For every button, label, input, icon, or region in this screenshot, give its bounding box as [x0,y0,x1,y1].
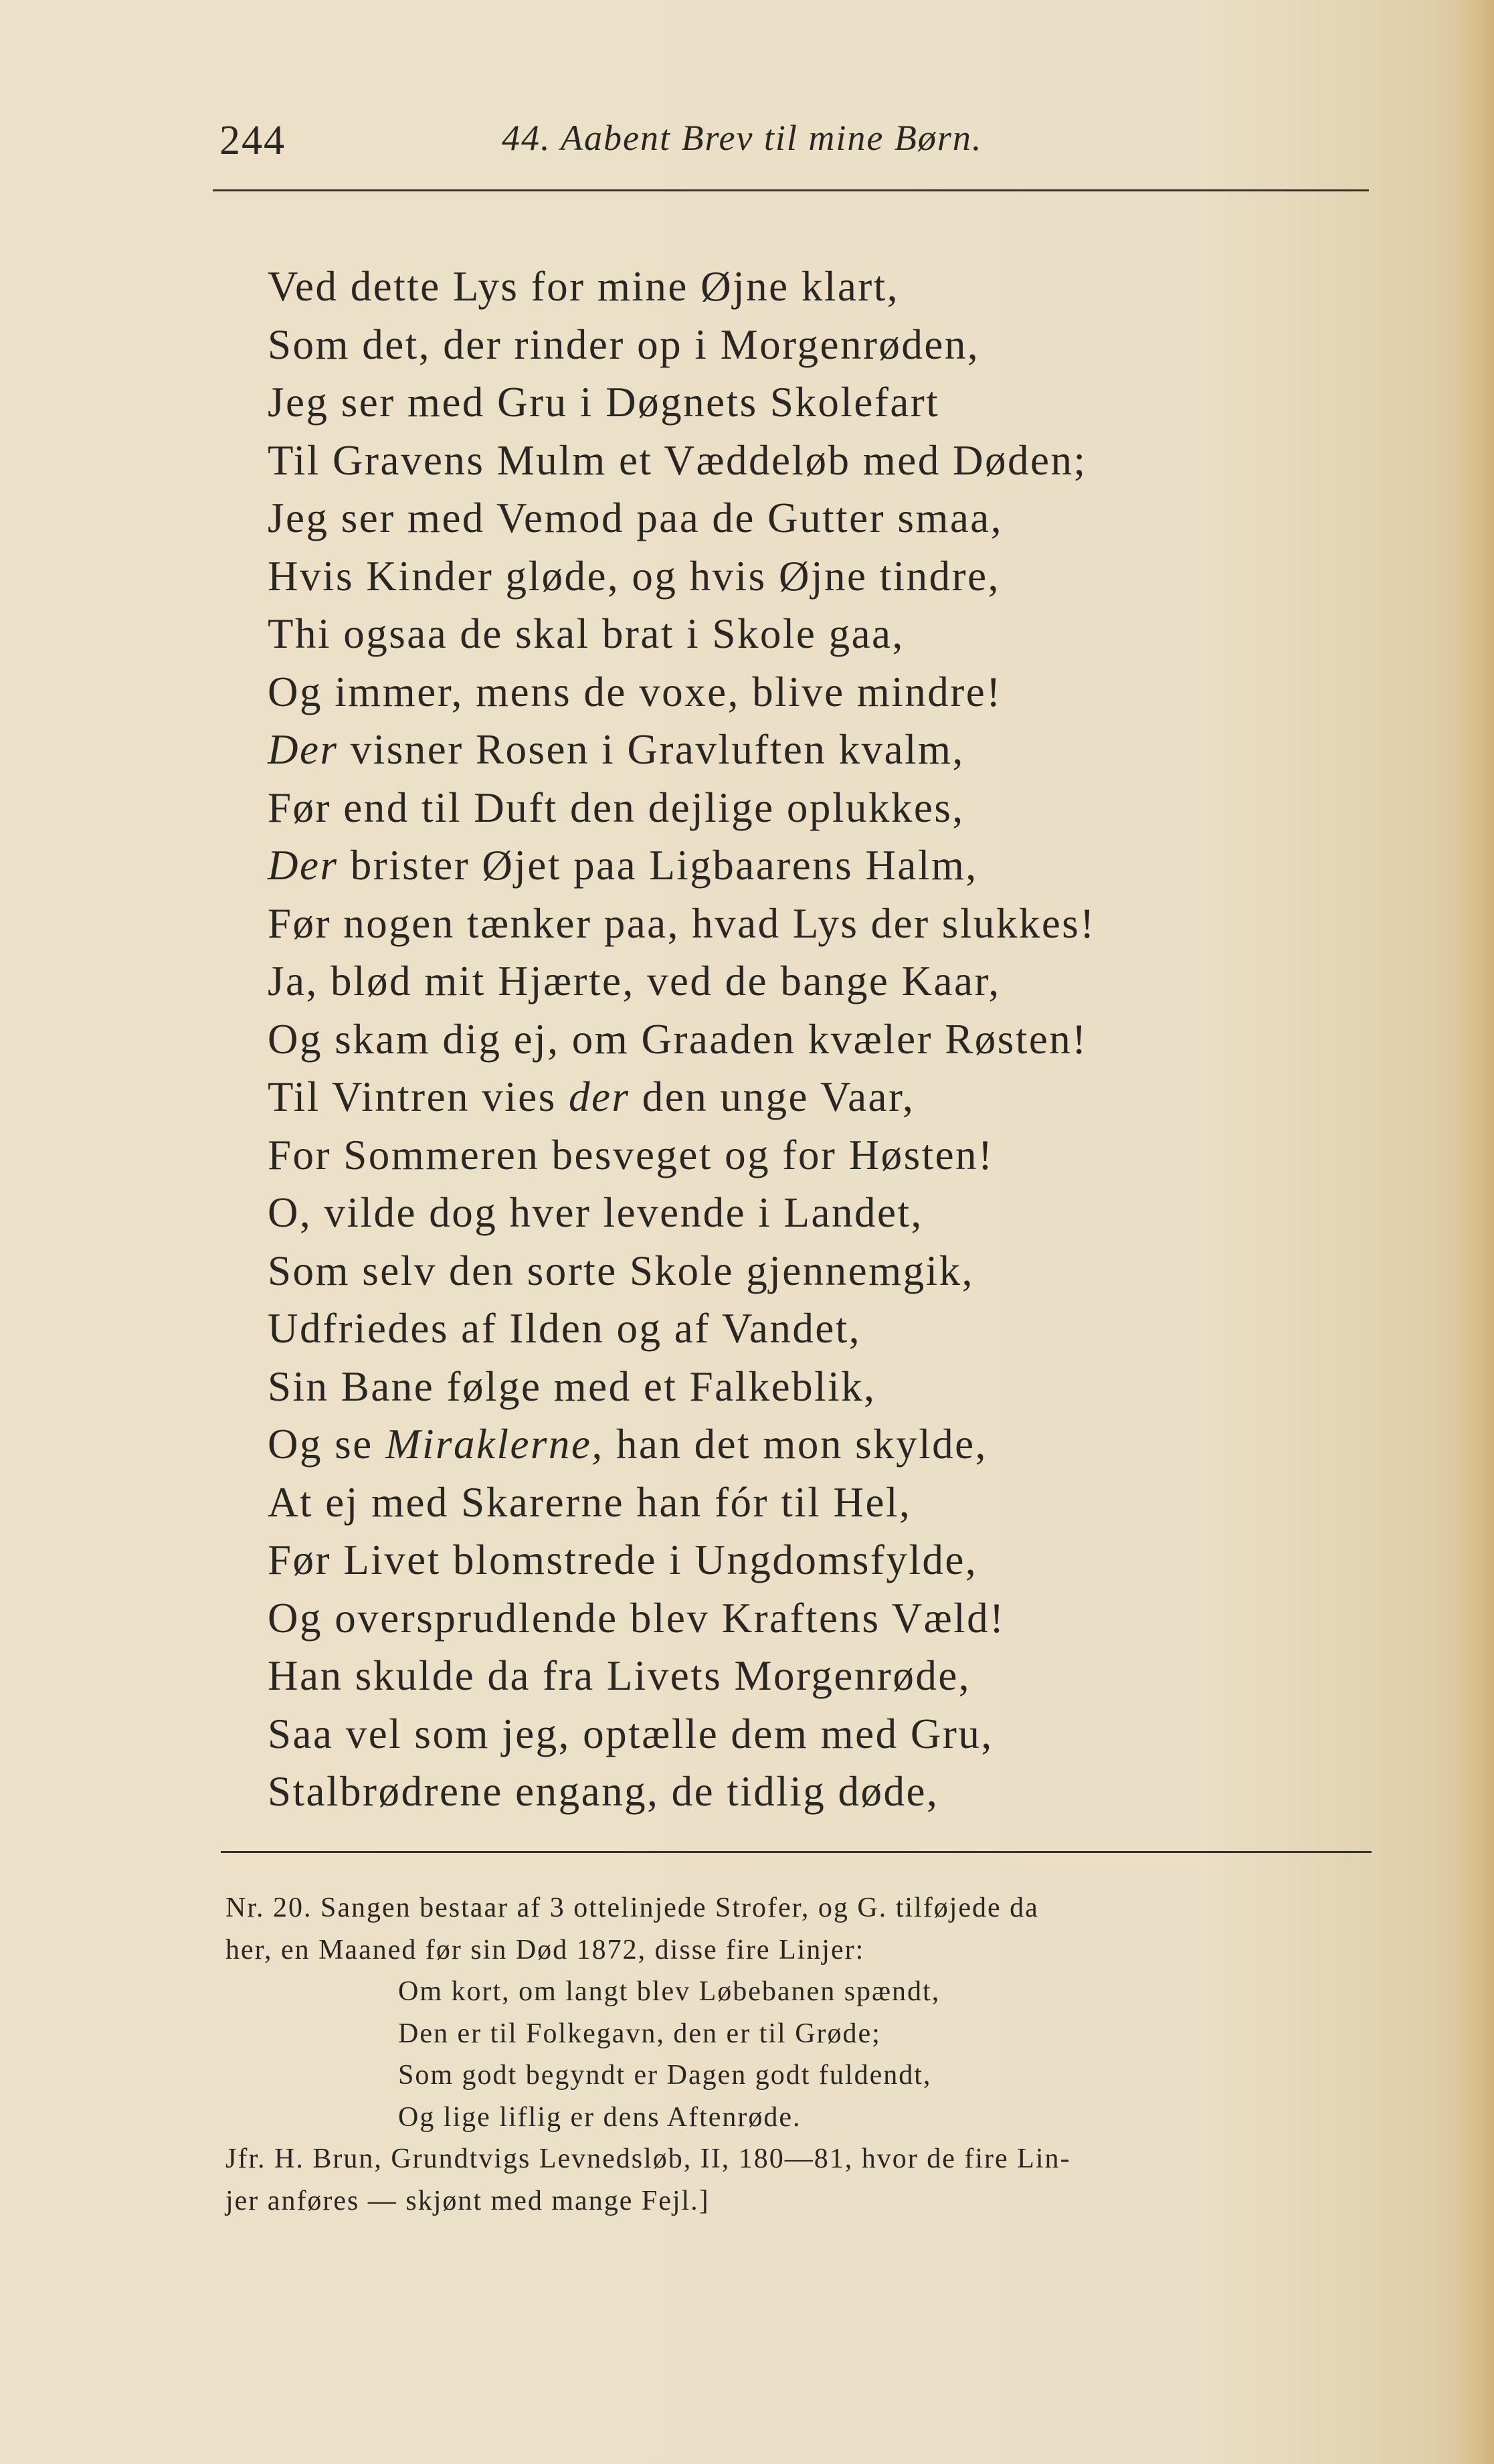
footnote [225,1887,1376,2222]
poem-body [268,258,1372,1821]
poem-line: Og immer, mens de voxe, blive mindre! [268,668,1002,715]
emphasis: Der [268,726,339,773]
emphasis: der [569,1073,630,1120]
poem-line [268,721,1372,779]
poem-line: Ved dette Lys for mine Øjne klart, [268,263,900,310]
line-text: den unge Vaar, [630,1073,915,1120]
page-header [0,117,1494,171]
poem-line: Thi ogsaa de skal brat i Skole gaa, [268,610,905,657]
poem-line: Før Livet blomstrede i Ungdomsfylde, [268,1536,978,1583]
poem-line: Ja, blød mit Hjærte, ved de bange Kaar, [268,958,1001,1004]
poem-line: Saa vel som jeg, optælle dem med Gru, [268,1710,994,1757]
footnote-line: her, en Maaned før sin Død 1872, disse fire Linjer: [225,1934,865,1965]
poem-line: Udfriedes af Ilden og af Vandet, [268,1305,862,1352]
footnote-quote-line: Om kort, om langt blev Løbebanen spændt, [398,1976,941,2007]
poem-line: O, vilde dog hver levende i Landet, [268,1189,923,1236]
page-number: 244 [219,118,286,163]
poem-line: Jeg ser med Gru i Døgnets Skolefart [268,379,940,426]
poem-line: Stalbrødrene engang, de tidlig døde, [268,1768,939,1815]
page-edge [1454,0,1494,2464]
poem-line [268,837,1372,895]
footnote-line: jer anføres — skjønt med mange Fejl.] [225,2185,710,2216]
poem-line: Hvis Kinder gløde, og hvis Øjne tindre, [268,552,1000,600]
poem-line: For Sommeren besveget og for Høsten! [268,1131,994,1178]
line-text: Til Vintren vies [268,1073,569,1120]
footnote-quote-line: Og lige liflig er dens Aftenrøde. [398,2101,802,2133]
emphasis: Der [268,842,339,889]
line-text: brister Øjet paa Ligbaarens Halm, [338,842,978,889]
footnote-line: Jfr. H. Brun, Grundtvigs Levnedsløb, II, 180—81, hvor de fire Lin- [225,2143,1071,2174]
footnote-rule [221,1851,1372,1853]
poem-line: Og oversprudlende blev Kraftens Væld! [268,1594,1006,1642]
footnote-line: Nr. 20. Sangen bestaar af 3 ottelinjede Strofer, og G. tilføjede da [225,1893,1039,1923]
poem-line: Jeg ser med Vemod paa de Gutter smaa, [268,495,1004,541]
line-text: Og se [268,1421,385,1468]
poem-line: Og skam dig ej, om Graaden kvæler Røsten! [268,1015,1088,1063]
poem-line: Før end til Duft den dejlige oplukkes, [268,784,965,831]
poem-line: Til Gravens Mulm et Væddeløb med Døden; [268,436,1087,484]
running-title: 44. Aabent Brev til mine Børn. [502,118,983,158]
poem-line [268,1415,1372,1474]
header-rule [213,189,1369,191]
poem-line: Sin Bane følge med et Falkeblik, [268,1362,876,1410]
poem-line: At ej med Skarerne han fór til Hel, [268,1478,912,1526]
footnote-quote-line: Den er til Folkegavn, den er til Grøde; [398,2018,881,2049]
poem-line: Han skulde da fra Livets Morgenrøde, [268,1652,971,1699]
poem-line: Som selv den sorte Skole gjennemgik, [268,1247,974,1294]
emphasis: Miraklerne, [385,1421,604,1468]
footnote-quote-line: Som godt begyndt er Dagen godt fuldendt, [398,2060,932,2091]
poem-line [268,1068,1372,1126]
line-text: han det mon skylde, [603,1421,988,1468]
poem-line: Før nogen tænker paa, hvad Lys der slukkes! [268,899,1096,947]
poem-line: Som det, der rinder op i Morgenrøden, [268,321,980,368]
line-text: visner Rosen i Gravluften kvalm, [338,726,965,773]
